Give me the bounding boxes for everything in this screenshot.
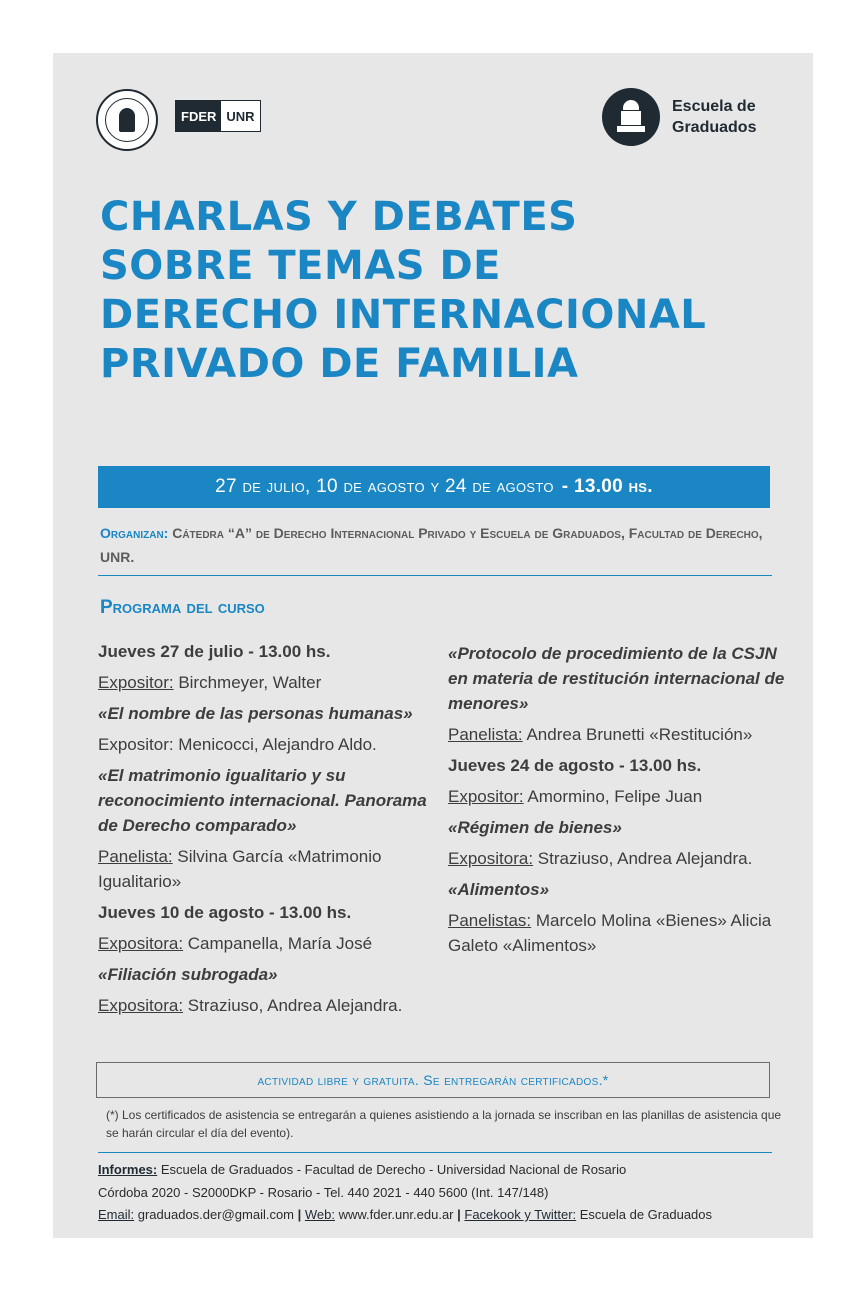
separator: | <box>297 1207 302 1222</box>
person: Marcelo Molina «Bienes» Alicia Galeto «Alimentos» <box>448 911 772 955</box>
program-entry <box>448 722 788 747</box>
separator: | <box>457 1207 461 1222</box>
email-label: Email: <box>98 1207 135 1222</box>
title-line: PRIVADO DE FAMILIA <box>100 341 579 387</box>
role-label: Expositora: <box>448 849 534 868</box>
program-entry <box>98 931 438 956</box>
person: Andrea Brunetti «Restitución» <box>522 725 753 744</box>
session-day: Jueves 24 de agosto - 13.00 hs. <box>448 756 702 775</box>
program-entry <box>98 844 438 894</box>
unr-logo-part: UNR <box>221 101 259 131</box>
event-title <box>100 193 790 389</box>
event-time: - 13.00 hs. <box>561 476 653 497</box>
talk-title: «Protocolo de procedimiento de la CSJN en materia de restitución internacional de menores» <box>448 644 785 713</box>
seal-ring <box>105 98 149 142</box>
info-label: Informes: <box>98 1162 158 1177</box>
social-link[interactable]: Escuela de Graduados <box>576 1207 713 1222</box>
program-title: Programa del curso <box>100 597 265 618</box>
title-line: DERECHO INTERNACIONAL <box>100 292 707 338</box>
role-label: Expositor: <box>448 787 524 806</box>
talk-title: «Alimentos» <box>448 880 550 899</box>
unr-seal-logo <box>96 89 158 151</box>
escuela-line2: Graduados <box>672 119 757 136</box>
building-icon <box>602 88 660 146</box>
talk-title: «El nombre de las personas humanas» <box>98 704 413 723</box>
certificate-note: (*) Los certificados de asistencia se entregarán a quienes asistiendo a la jornada se inscriban en las planillas de asistencia que se harán circular el día del evento). <box>106 1108 782 1140</box>
event-dates: 27 de julio, 10 de agosto y 24 de agosto <box>215 476 554 497</box>
contact-info <box>98 1159 788 1227</box>
escuela-line1: Escuela de <box>672 98 756 115</box>
role-label: Expositor: <box>98 673 174 692</box>
date-banner <box>98 466 770 508</box>
fder-unr-logo <box>175 100 261 132</box>
divider <box>98 575 772 576</box>
talk-title: «Régimen de bienes» <box>448 818 622 837</box>
person: Campanella, María José <box>183 934 373 953</box>
social-label: Facekook y Twitter: <box>464 1207 577 1222</box>
role-label: Panelistas: <box>448 911 532 930</box>
talk-title: «Filiación subrogada» <box>98 965 278 984</box>
program-column-right <box>448 641 788 964</box>
escuela-graduados-logo <box>602 88 756 146</box>
role-label: Expositora: <box>98 996 184 1015</box>
fder-logo-part: FDER <box>176 101 221 131</box>
session-day: Jueves 10 de agosto - 13.00 hs. <box>98 903 352 922</box>
torch-icon <box>119 108 135 132</box>
organizers-label: Organizan: <box>100 525 169 541</box>
web-label: Web: <box>304 1207 335 1222</box>
person: Amormino, Felipe Juan <box>523 787 703 806</box>
title-line: SOBRE TEMAS DE <box>100 243 501 289</box>
info-contacts <box>98 1204 788 1227</box>
organizers <box>100 521 780 569</box>
role-label: Panelista: <box>98 847 173 866</box>
role-label: Expositora: <box>98 934 184 953</box>
person: Silvina García «Matrimonio Igualitario» <box>98 847 382 891</box>
program-entry: Expositor: Menicocci, Alejandro Aldo. <box>98 735 377 754</box>
role-label: Panelista: <box>448 725 523 744</box>
info-address: Escuela de Graduados - Facultad de Derecho - Universidad Nacional de Rosario <box>157 1162 627 1177</box>
free-activity-banner: actividad libre y gratuita. Se entregarán certificados.* <box>96 1062 770 1098</box>
person: Straziuso, Andrea Alejandra. <box>183 996 403 1015</box>
program-entry <box>98 993 438 1018</box>
email-link[interactable]: graduados.der@gmail.com <box>134 1207 298 1222</box>
program-entry <box>448 784 788 809</box>
program-column-left <box>98 639 438 1024</box>
info-address-line: Córdoba 2020 - S2000DKP - Rosario - Tel. 440 2021 - 440 5600 (Int. 147/148) <box>98 1184 549 1200</box>
poster <box>53 53 813 1238</box>
web-link[interactable]: www.fder.unr.edu.ar <box>335 1207 458 1222</box>
program-entry <box>448 908 788 958</box>
title-line: CHARLAS Y DEBATES <box>100 194 578 240</box>
program-entry <box>448 846 788 871</box>
program-entry <box>98 670 438 695</box>
organizers-text: Cátedra “A” de Derecho Internacional Privado y Escuela de Graduados, Facultad de Derecho, UNR. <box>100 525 763 565</box>
divider <box>98 1152 772 1153</box>
talk-title: «El matrimonio igualitario y su reconocimiento internacional. Panorama de Derecho comparado» <box>98 766 427 835</box>
session-day: Jueves 27 de julio - 13.00 hs. <box>98 642 331 661</box>
info-line <box>98 1159 788 1182</box>
person: Birchmeyer, Walter <box>173 673 322 692</box>
escuela-logo-text <box>672 96 756 138</box>
person: Straziuso, Andrea Alejandra. <box>533 849 753 868</box>
